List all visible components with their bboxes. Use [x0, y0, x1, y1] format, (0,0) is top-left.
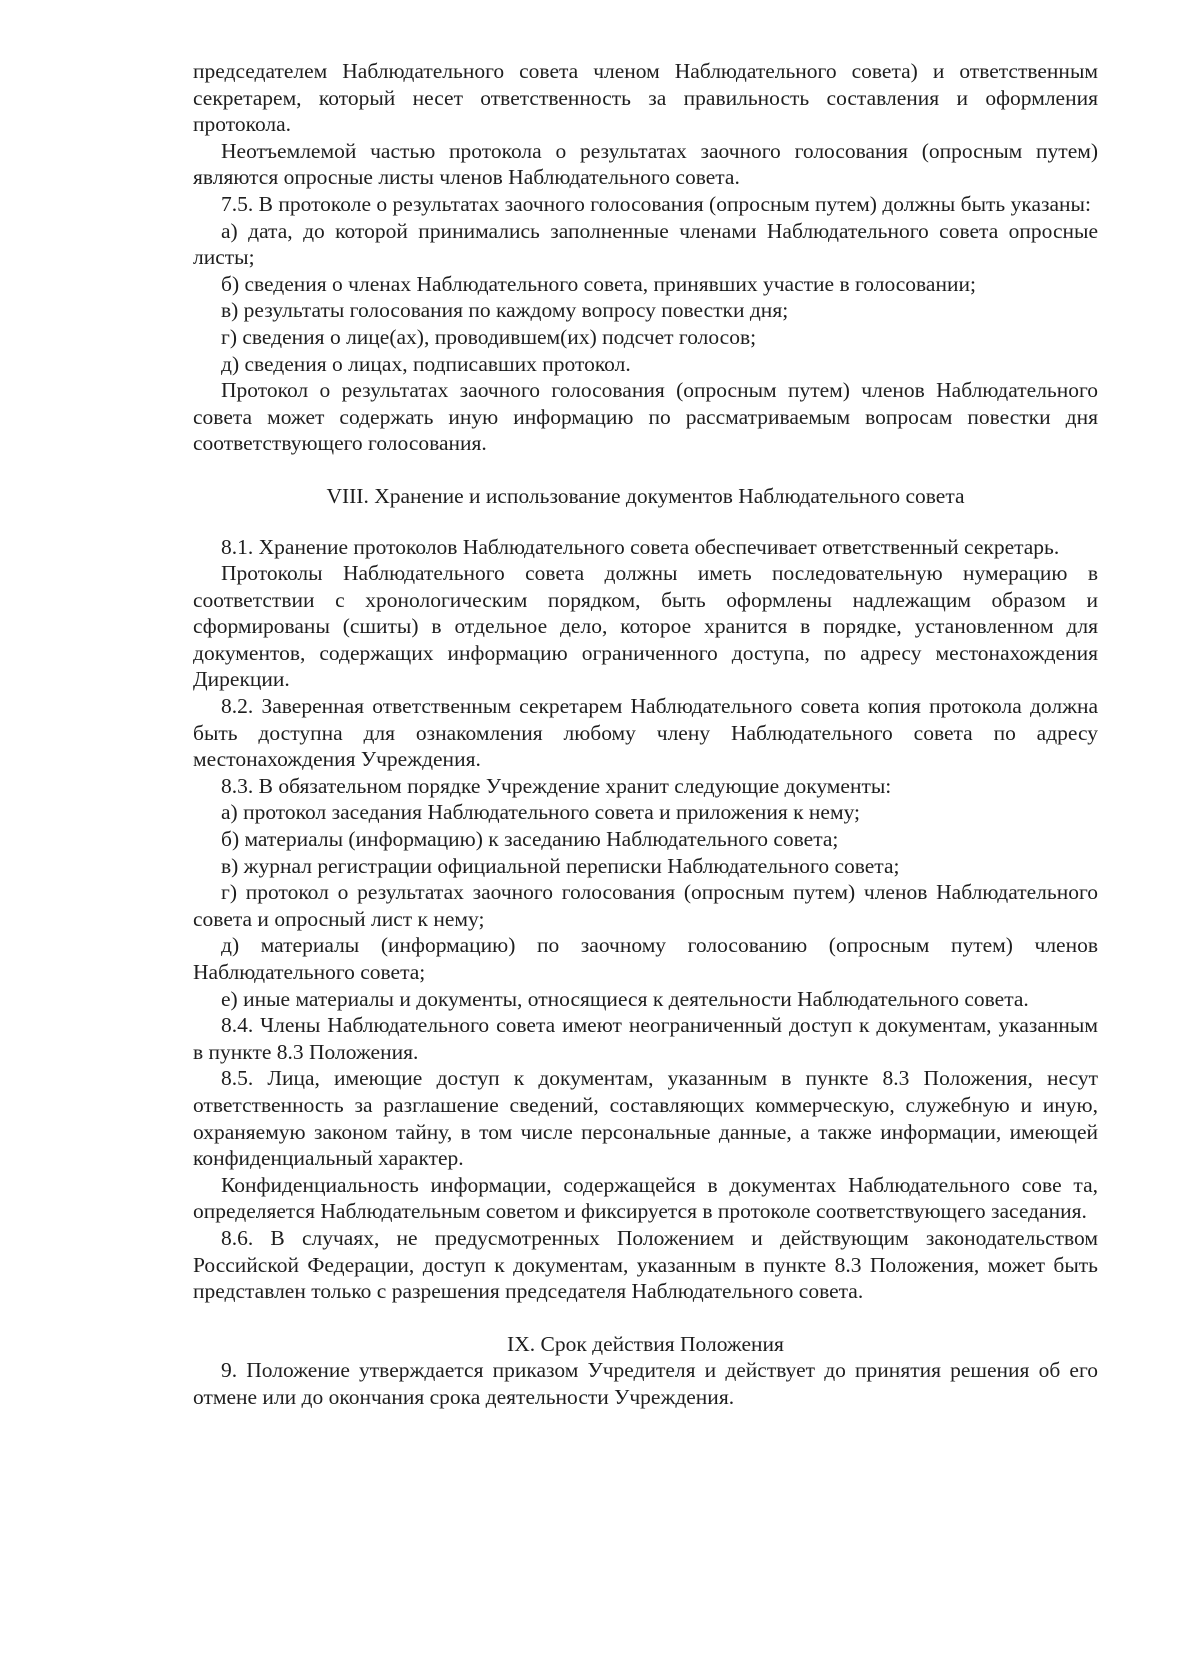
section-9-title: IX. Срок действия Положения: [507, 1331, 784, 1356]
document-page: [193, 58, 1098, 1411]
paragraph-8-5: 8.5. Лица, имеющие доступ к документам, указанным в пункте 8.3 Положения, несут ответственность за разглашение сведений, составляющих коммерческую, служебную и иную, охраняемую законом тайну, в том числе персональные данные, а также информации, имеющей конфиденциальный характер.: [193, 1066, 1098, 1171]
paragraph-8-6: 8.6. В случаях, не предусмотренных Положением и действующим законодательством Российской Федерации, доступ к документам, указанным в пункте 8.3 Положения, может быть представлен только с разрешения председателя Наблюдательного совета.: [193, 1225, 1098, 1304]
list-item-7-5-d: д) сведения о лицах, подписавших протокол.: [221, 351, 631, 376]
section-8-body: [193, 534, 1098, 1305]
list-item-8-3-b: б) материалы (информацию) к заседанию Наблюдательного совета;: [221, 827, 839, 852]
continuation-paragraph: председателем Наблюдательного совета членом Наблюдательного совета) и ответственным секретарем, который несет ответственность за правильность составления и оформления протокола.: [193, 59, 1098, 137]
list-item-7-5-b: б) сведения о членах Наблюдательного совета, принявших участие в голосовании;: [221, 271, 976, 296]
paragraph-8-1: 8.1. Хранение протоколов Наблюдательного совета обеспечивает ответственный секретарь.: [221, 534, 1060, 559]
list-item-7-5-v: в) результаты голосования по каждому вопросу повестки дня;: [221, 298, 789, 323]
list-item-8-3-d: д) материалы (информацию) по заочному голосованию (опросным путем) членов Наблюдательного совета;: [193, 933, 1098, 984]
list-item-8-3-e: е) иные материалы и документы, относящиеся к деятельности Наблюдательного совета.: [221, 986, 1029, 1011]
section-8-title: VIII. Хранение и использование документов Наблюдательного совета: [326, 483, 965, 508]
paragraph-8-3: 8.3. В обязательном порядке Учреждение хранит следующие документы:: [221, 773, 892, 798]
paragraph-9: 9. Положение утверждается приказом Учредителя и действует до принятия решения об его отмене или до окончания срока деятельности Учреждения.: [193, 1358, 1098, 1409]
paragraph-8-2: 8.2. Заверенная ответственным секретарем Наблюдательного совета копия протокола должна быть доступна для ознакомления любому члену Наблюдательного совета по адресу местонахождения Учреждения.: [193, 694, 1098, 772]
list-item-7-5-g: г) сведения о лице(ах), проводившем(их) подсчет голосов;: [221, 324, 757, 349]
list-item-8-3-g: г) протокол о результатах заочного голосования (опросным путем) членов Наблюдательного совета и опросный лист к нему;: [193, 880, 1098, 931]
paragraph-8-5-confidentiality: Конфиденциальность информации, содержащейся в документах Наблюдательного сове та, определяется Наблюдательным советом и фиксируется в протоколе соответствующего заседания.: [193, 1172, 1098, 1224]
list-item-8-3-a: а) протокол заседания Наблюдательного совета и приложения к нему;: [221, 800, 861, 825]
paragraph-7-5-note: Протокол о результатах заочного голосования (опросным путем) членов Наблюдательного совета может содержать иную информацию по рассматриваемым вопросам повестки дня соответствующего голосования.: [193, 378, 1098, 456]
list-item-7-5-a: а) дата, до которой принимались заполненные членами Наблюдательного совета опросные листы;: [193, 218, 1098, 270]
list-item-8-3-v: в) журнал регистрации официальной переписки Наблюдательного совета;: [221, 853, 900, 878]
paragraph-8-4: 8.4. Члены Наблюдательного совета имеют неограниченный доступ к документам, указанным в пункте 8.3 Положения.: [193, 1013, 1098, 1064]
paragraph-7-5: 7.5. В протоколе о результатах заочного голосования (опросным путем) должны быть указаны:: [221, 191, 1091, 216]
paragraph-7-annex: Неотъемлемой частью протокола о результатах заочного голосования (опросным путем) являются опросные листы членов Наблюдательного совета.: [193, 138, 1098, 190]
paragraph-8-1-protocols: Протоколы Наблюдательного совета должны иметь последовательную нумерацию в соответствии с хронологическим порядком, быть оформлены надлежащим образом и сформированы (сшиты) в отдельное дело, которое хранится в порядке, установленном для документов, содержащих информацию ограниченного доступа, по адресу местонахождения Дирекции.: [193, 561, 1098, 692]
